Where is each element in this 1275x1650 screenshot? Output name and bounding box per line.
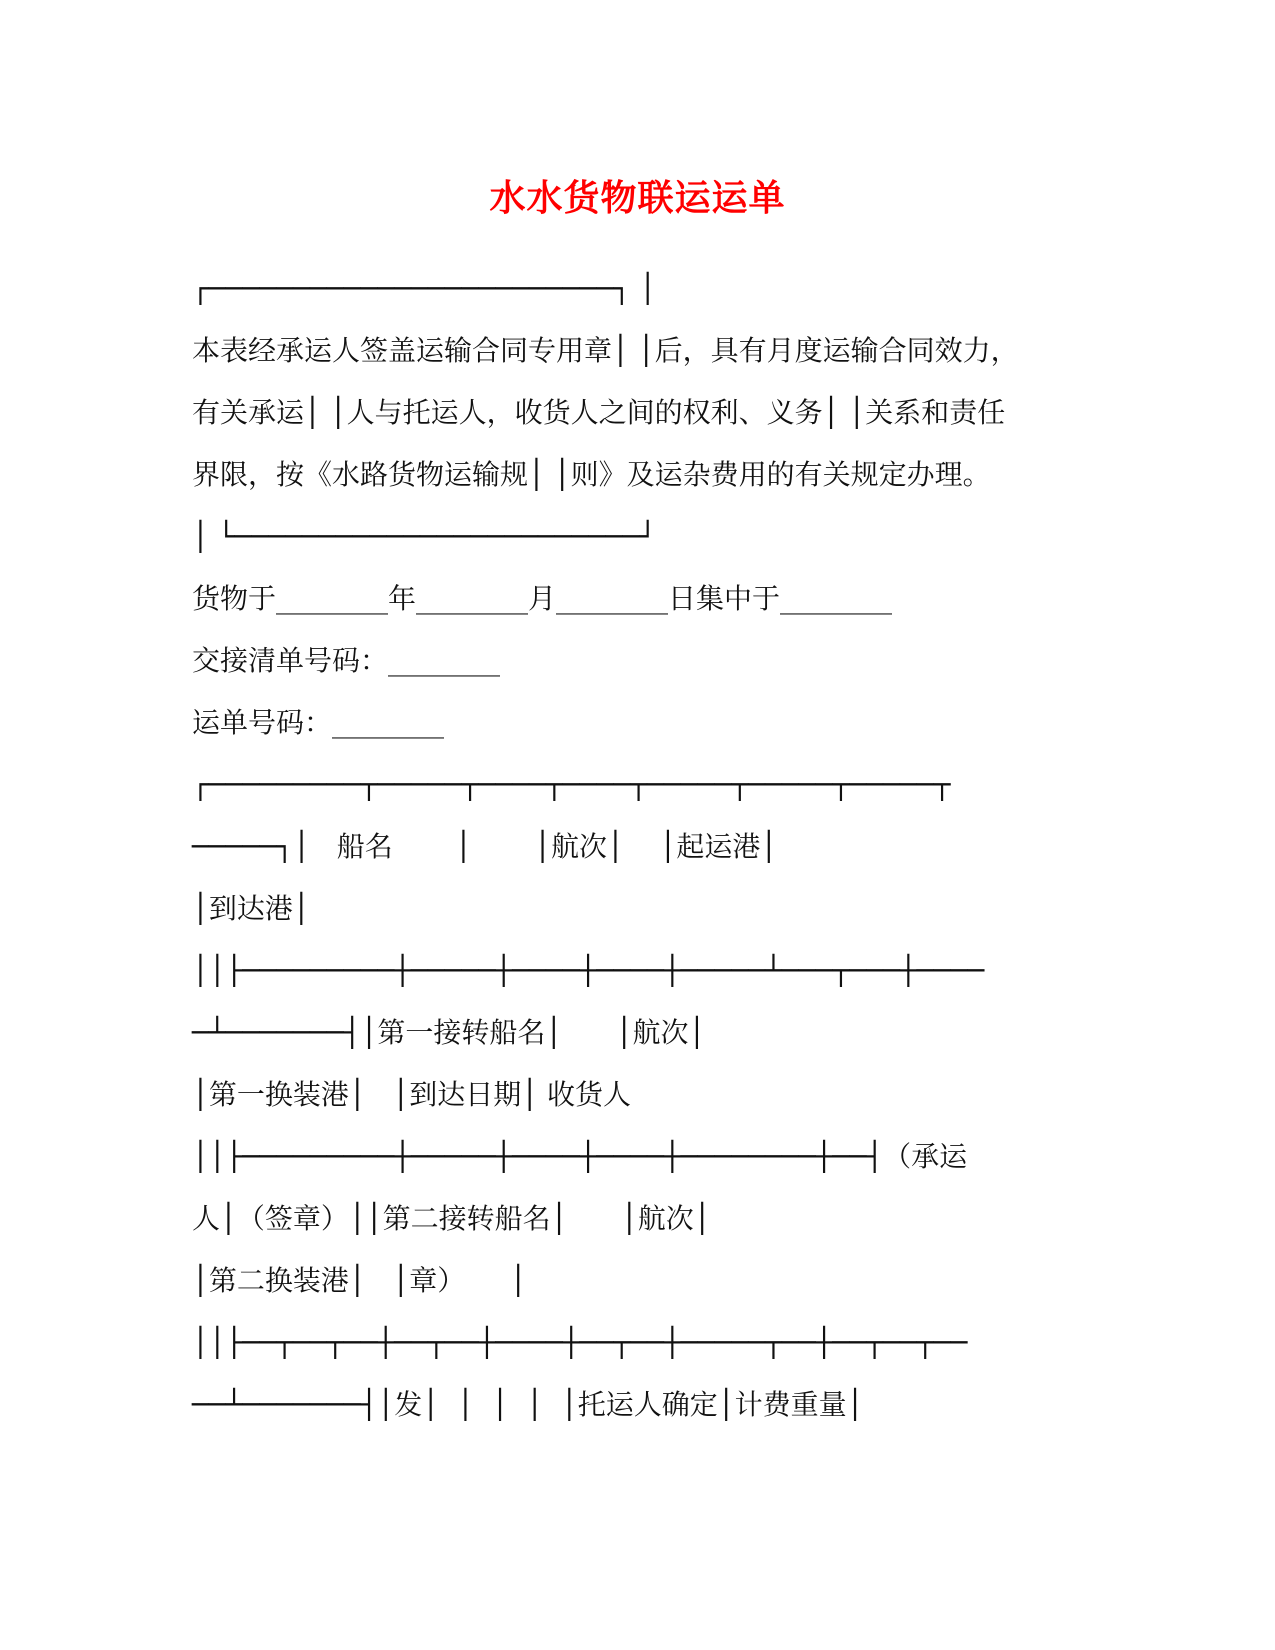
document-line: 本表经承运人签盖运输合同专用章│ │后，具有月度运输合同效力，	[192, 334, 1019, 367]
document-line: ┌─────────┬─────┬────┬────┬─────┬─────┬─────┬	[192, 768, 951, 801]
document-line: │ └────────────────────────┘	[192, 520, 657, 553]
document-line: ││├─────────┼─────┼────┼────┼─────┴───┬───┼────	[192, 954, 985, 987]
document-line: 交接清单号码：________	[192, 644, 501, 677]
document-title: 水水货物联运运单	[489, 177, 786, 219]
document-line: ┌────────────────────────┐ │	[192, 272, 657, 305]
document-line: 货物于________年________月________日集中于________	[192, 582, 893, 615]
document-line: │第二换装港│ │章） │	[192, 1264, 527, 1297]
document-line: 运单号码：________	[192, 706, 445, 739]
document-line: ││├─────────┼─────┼────┼────┼────────┼──┤（承运	[192, 1140, 968, 1173]
document-line: ││├──┬──┬──┼──┬──┼────┼──┬──┼─────┬──┼──┬──┬──	[192, 1326, 968, 1359]
document-line: 人│（签章）││第二接转船名│ │航次│	[192, 1202, 711, 1235]
document-line: ─┴───────┤│第一接转船名│ │航次│	[192, 1016, 706, 1049]
document-line: │到达港│	[192, 892, 310, 925]
document-line: │第一换装港│ │到达日期│ 收货人	[192, 1078, 632, 1111]
document-line: ──┴───────┤│发│ │ │ │ │托运人确定│计费重量│	[192, 1388, 864, 1421]
document-line: ─────┐│ 船名 │ │航次│ │起运港│	[192, 830, 778, 863]
document-line: 有关承运│ │人与托运人，收货人之间的权利、义务│ │关系和责任	[192, 396, 1006, 429]
document-line: 界限，按《水路货物运输规│ │则》及运杂费用的有关规定办理。	[192, 458, 991, 491]
